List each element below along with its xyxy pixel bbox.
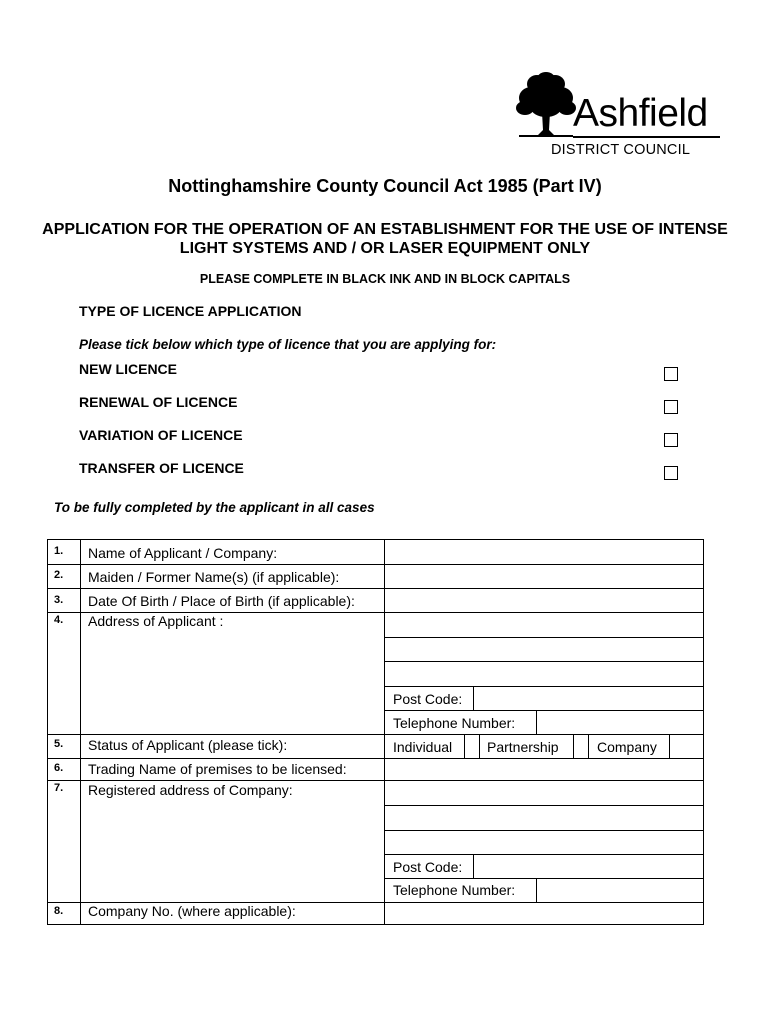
birth-details-label: Date Of Birth / Place of Birth (if applicable): [88,593,355,609]
birth-details-field[interactable] [385,589,703,612]
company-postcode-field[interactable] [474,855,703,878]
applicant-form-table [47,539,704,925]
company-number-label: Company No. (where applicable): [88,903,296,919]
application-title: APPLICATION FOR THE OPERATION OF AN ESTABLISHMENT FOR THE USE OF INTENSE LIGHT SYSTEMS AND / OR LASER EQUIPMENT ONLY [42,221,728,257]
applicant-telephone-label: Telephone Number: [393,715,516,731]
registered-address-line-2[interactable] [385,806,703,830]
registered-address-label: Registered address of Company: [88,782,293,798]
applicant-status-label: Status of Applicant (please tick): [88,737,288,753]
applicant-address-line-3[interactable] [385,662,703,686]
row-number: 6. [54,762,64,774]
licence-tick-prompt: Please tick below which type of licence that you are applying for: [79,337,497,352]
status-divider [588,734,589,758]
status-individual-tickbox[interactable] [465,735,479,758]
applicant-name-label: Name of Applicant / Company: [88,545,278,561]
row-number: 8. [54,905,64,917]
council-logo [515,72,720,164]
new-licence-checkbox[interactable] [664,367,678,381]
option-renewal-licence-label: RENEWAL OF LICENCE [79,394,238,410]
row-divider [48,734,703,735]
applicant-postcode-label: Post Code: [393,691,463,707]
registered-address-line-3[interactable] [385,831,703,854]
company-number-field[interactable] [385,903,703,924]
row-number: 5. [54,738,64,750]
licence-section-title: TYPE OF LICENCE APPLICATION [79,303,302,319]
applicant-address-label: Address of Applicant : [88,613,224,629]
status-individual-label: Individual [393,739,453,755]
logo-rule [573,136,720,138]
company-telephone-field[interactable] [537,879,703,902]
former-name-label: Maiden / Former Name(s) (if applicable): [88,569,340,585]
row-number: 4. [54,614,64,626]
row-number: 3. [54,594,64,606]
trading-name-label: Trading Name of premises to be licensed: [88,761,347,777]
applicant-telephone-field[interactable] [537,711,703,734]
tree-icon [515,72,577,138]
logo-wordmark: Ashfield [573,92,708,135]
option-new-licence-label: NEW LICENCE [79,361,177,377]
applicant-postcode-field[interactable] [474,687,703,710]
transfer-licence-checkbox[interactable] [664,466,678,480]
applicant-name-field[interactable] [385,540,703,564]
company-postcode-label: Post Code: [393,859,463,875]
applicant-address-line-2[interactable] [385,638,703,661]
company-telephone-label: Telephone Number: [393,882,516,898]
row-number: 1. [54,545,64,557]
row-number: 7. [54,782,64,794]
trading-name-field[interactable] [385,759,703,780]
completion-note: To be fully completed by the applicant in all cases [54,500,375,515]
option-variation-licence-label: VARIATION OF LICENCE [79,427,243,443]
status-company-tickbox[interactable] [670,735,703,758]
act-title: Nottinghamshire County Council Act 1985 (Part IV) [168,176,602,196]
status-divider [479,734,480,758]
variation-licence-checkbox[interactable] [664,433,678,447]
logo-subtitle: DISTRICT COUNCIL [551,142,691,158]
row-number: 2. [54,569,64,581]
renewal-licence-checkbox[interactable] [664,400,678,414]
registered-address-line-1[interactable] [385,781,703,805]
applicant-address-line-1[interactable] [385,613,703,637]
status-partnership-label: Partnership [487,739,559,755]
status-partnership-tickbox[interactable] [574,735,588,758]
option-transfer-licence-label: TRANSFER OF LICENCE [79,460,244,476]
number-column-divider [80,540,81,924]
status-company-label: Company [597,739,657,755]
ink-instruction: PLEASE COMPLETE IN BLACK INK AND IN BLOCK CAPITALS [199,272,571,286]
former-name-field[interactable] [385,565,703,588]
